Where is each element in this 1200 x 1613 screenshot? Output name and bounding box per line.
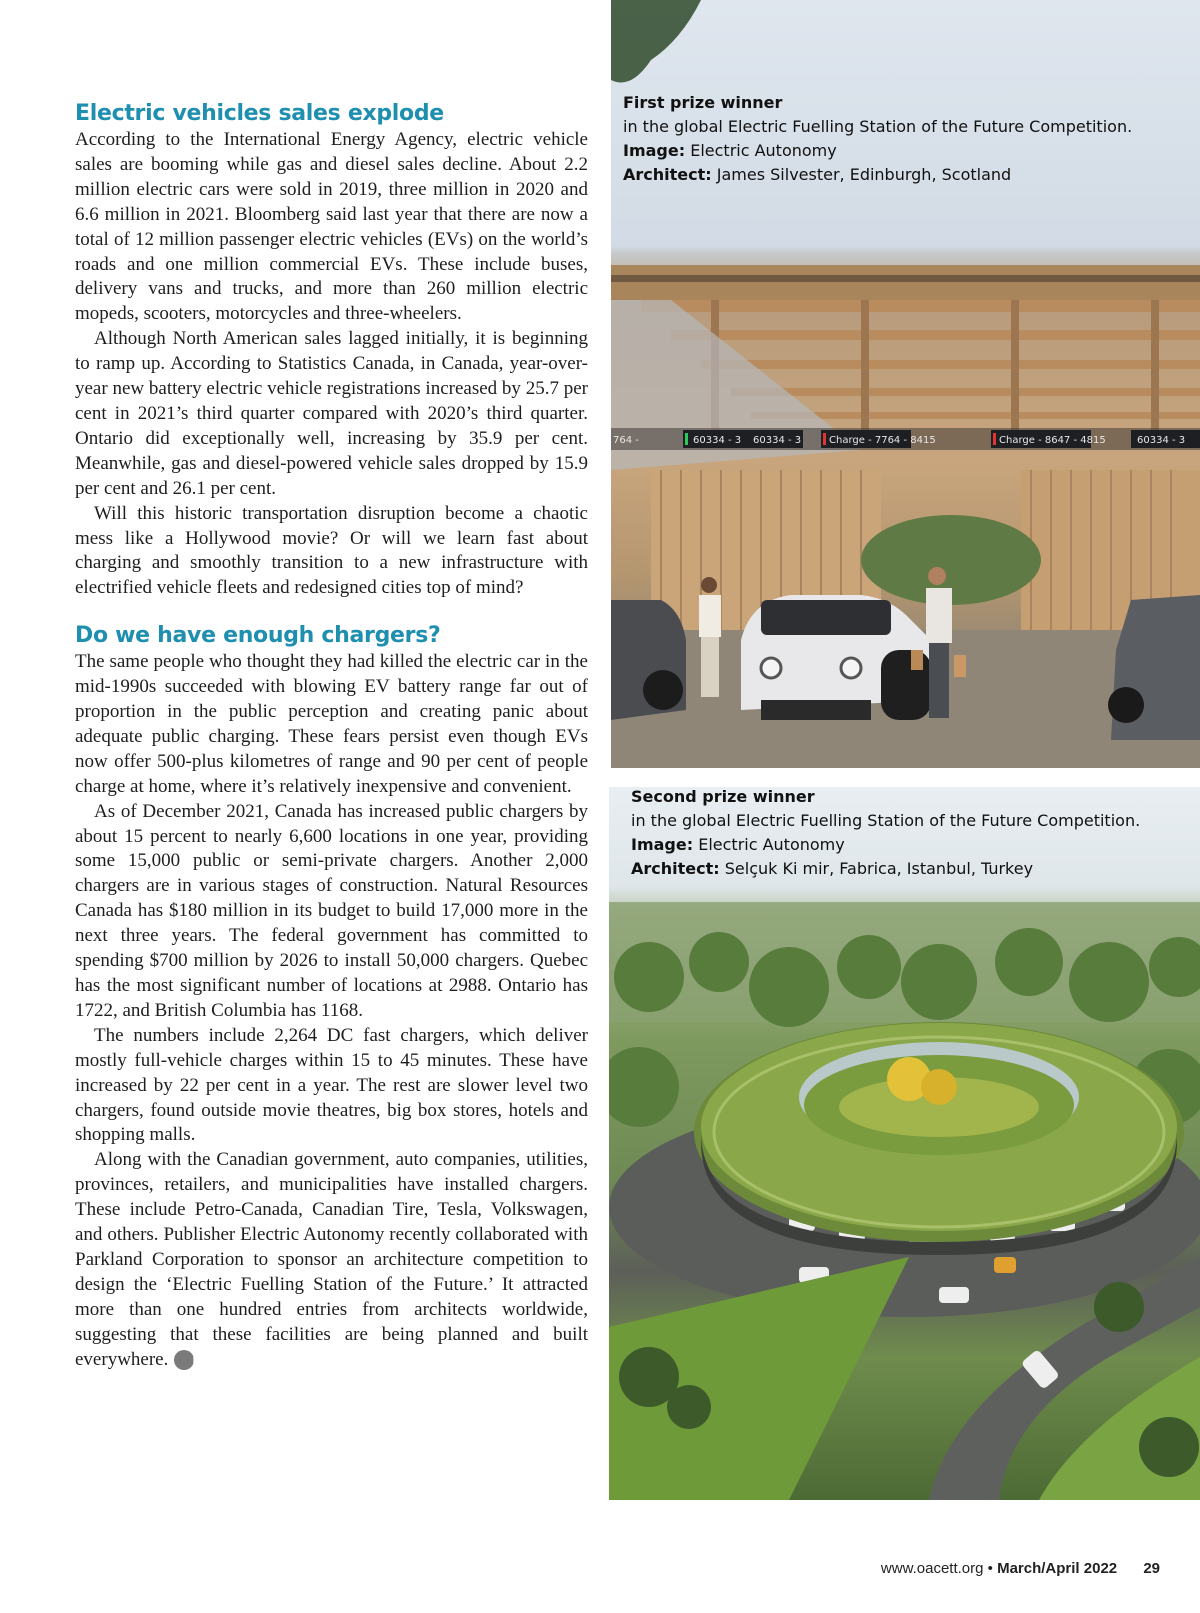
sign-text: 764 - bbox=[613, 435, 639, 446]
paragraph: The same people who thought they had killed the electric car in the mid-1990s succeeded with blowing EV battery range far out of proportion in the public perception and creating panic about adequate public charging. These fears persist even though EVs now offer 500-plus kilometres of range and 90 per cent of people charge at home, where it’s relatively inexpensive and convenient. bbox=[75, 651, 588, 797]
page-footer bbox=[881, 1560, 1160, 1577]
section-heading-chargers: Do we have enough chargers? bbox=[75, 623, 441, 649]
paragraph: As of December 2021, Canada has increased public chargers by about 15 percent to nearly 6,600 locations in one year, providing some 15,000 public or semi-private chargers. Another 2,000 chargers are in various stages of construction. Natural Resources Canada has $180 million in its budget to build 17,000 more in the next three years. The federal government has committed to spending $700 million by 2026 to install 50,000 chargers. Quebec has the most significant number of locations at 2988. Ontario has 1722, and British Columbia has 1168. bbox=[75, 800, 588, 1021]
footer-url: www.oacett.org bbox=[880, 1560, 984, 1577]
caption-title: First prize winner bbox=[623, 93, 783, 112]
caption-desc: in the global Electric Fuelling Station of the Future Competition. bbox=[631, 811, 1141, 830]
page-number: 29 bbox=[1143, 1560, 1160, 1577]
paragraph-text: Along with the Canadian government, auto companies, utilities, provinces, retailers, and municipalities have installed chargers. These include Petro-Canada, Canadian Tire, Tesla, Volkswagen, and others. Publisher Electric Autonomy recently collaborated with Parkland Corporation to sponsor an architecture competition to design the ‘Electric Fuelling Station of the Future.’ It attracted more than one hundred entries from architects worldwide, suggesting that these facilities are being planned and built everywhere. bbox=[75, 1149, 588, 1370]
caption-label: Image: bbox=[623, 141, 686, 160]
sign-text: 60334 - 3 bbox=[753, 435, 802, 446]
paragraph-last bbox=[75, 1148, 588, 1372]
caption-desc: in the global Electric Fuelling Station of the Future Competition. bbox=[623, 117, 1133, 136]
footer-separator: • bbox=[987, 1560, 993, 1577]
caption-label: Architect: bbox=[623, 165, 712, 184]
sign-text: 60334 - 3 bbox=[1137, 435, 1186, 446]
paragraph: Although North American sales lagged initially, it is beginning to ramp up. According to Statistics Canada, in Canada, year-over-year new battery electric vehicle registrations increased by 25.7 per cent in 2021’s third quarter compared with 2020’s third quarter. Ontario did exceptionally well, increasing by 35.9 per cent. Meanwhile, gas and diesel-powered vehicle sales dropped by 15.9 per cent and 26.1 per cent. bbox=[75, 328, 588, 499]
caption-label: Image: bbox=[631, 835, 694, 854]
article-column bbox=[75, 100, 588, 1373]
second-prize-caption bbox=[631, 787, 1140, 881]
first-prize-photo bbox=[611, 0, 1200, 768]
caption-value: James Silvester, Edinburgh, Scotland bbox=[716, 165, 1012, 184]
caption-value: Selçuk Ki mir, Fabrica, Istanbul, Turkey bbox=[724, 859, 1034, 878]
footer-issue: March/April 2022 bbox=[997, 1560, 1118, 1577]
paragraph: According to the International Energy Agency, electric vehicle sales are booming while gas and diesel sales decline. About 2.2 million electric cars were sold in 2019, three million in 2020 and 6.6 million in 2021. Bloomberg said last year that there are now a total of 12 million passenger electric vehicles (EVs) on the world’s roads and one million commercial EVs. These include buses, delivery vans and trucks, and more than 260 million electric mopeds, scooters, motorcycles and three-wheelers. bbox=[75, 129, 588, 325]
end-of-article-icon: ▶ bbox=[174, 1350, 194, 1370]
second-prize-photo bbox=[609, 787, 1200, 1500]
paragraph: The numbers include 2,264 DC fast chargers, which deliver mostly full-vehicle charges within 15 to 45 minutes. These have increased by 22 per cent in a year. The rest are slower level two chargers, found outside movie theatres, big box stores, hotels and shopping malls. bbox=[75, 1024, 588, 1146]
section-heading-sales: Electric vehicles sales explode bbox=[75, 101, 444, 126]
first-prize-caption bbox=[623, 91, 1132, 187]
caption-value: Electric Autonomy bbox=[690, 141, 837, 160]
caption-title: Second prize winner bbox=[631, 787, 815, 806]
caption-value: Electric Autonomy bbox=[698, 835, 845, 854]
sign-text: Charge - 8647 - 4815 bbox=[999, 435, 1106, 446]
paragraph: Will this historic transportation disruption become a chaotic mess like a Hollywood movie? Or will we learn fast about charging and smoothly transition to a new infrastructure with electrified vehicle fleets and redesigned cities top of mind? bbox=[75, 502, 588, 599]
sign-text: Charge - 7764 - 8415 bbox=[829, 435, 936, 446]
caption-label: Architect: bbox=[631, 859, 720, 878]
sign-text: 60334 - 3 bbox=[693, 435, 742, 446]
